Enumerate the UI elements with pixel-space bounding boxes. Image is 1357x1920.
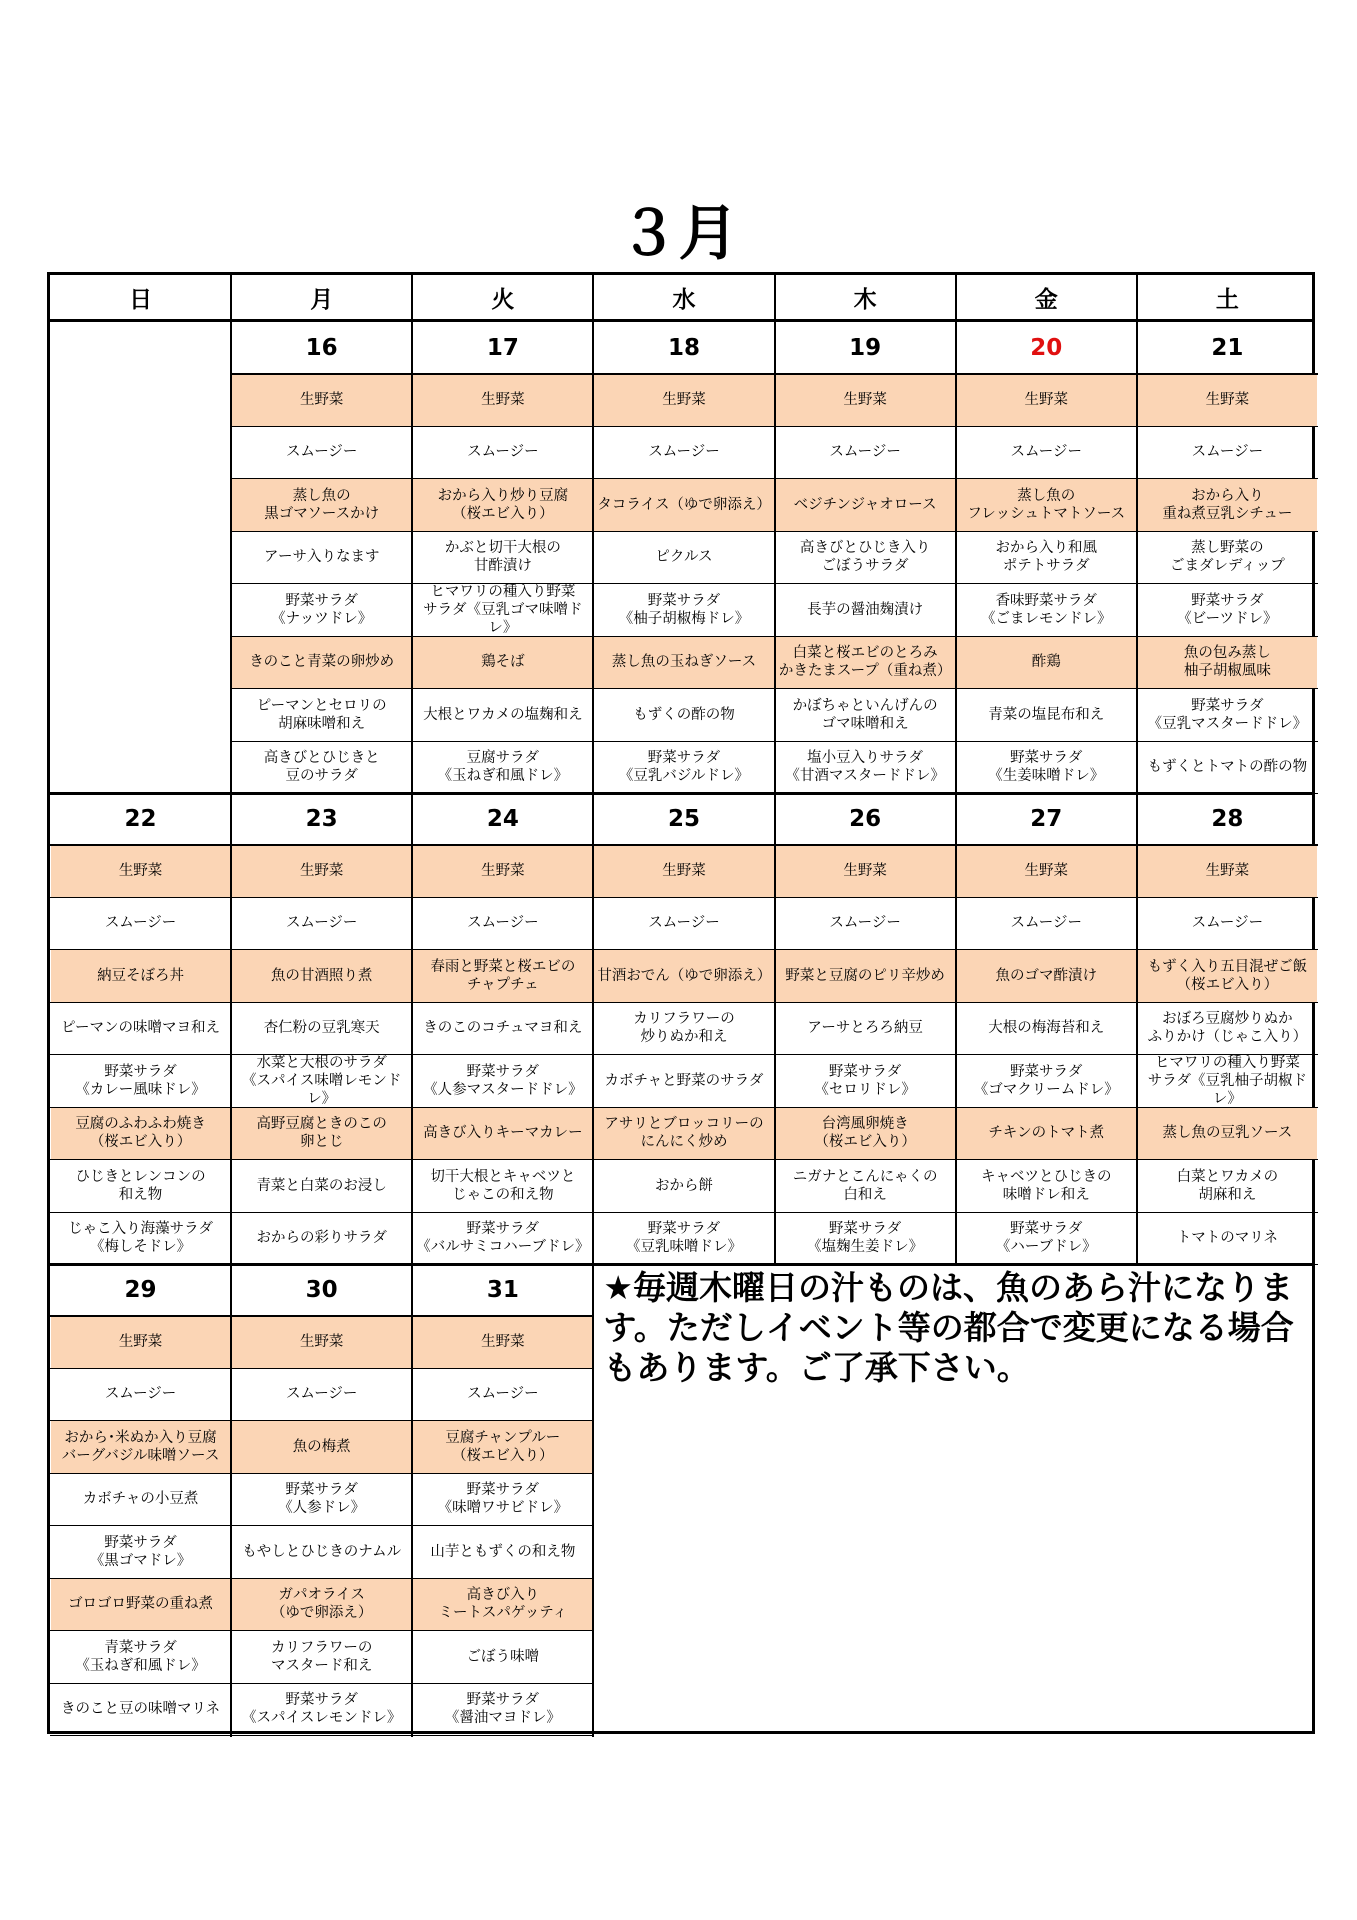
menu-item: 高きび入り ミートスパゲッティ <box>413 1579 592 1631</box>
menu-item: スムージー <box>104 915 177 932</box>
menu-item: 野菜サラダ 《ゴマクリームドレ》 <box>973 1063 1119 1098</box>
menu-item: アサリとブロッコリーの にんにく炒め <box>594 1108 773 1160</box>
menu-item: 野菜サラダ 《醤油マヨドレ》 <box>444 1692 561 1727</box>
menu-item: 甘酒おでん（ゆで卵添え） <box>594 950 773 1002</box>
grid-line <box>592 275 594 1737</box>
grid-line <box>50 1212 1318 1213</box>
menu-item: 野菜サラダ 《ナッツドレ》 <box>271 592 373 627</box>
menu-item: ヒマワリの種入り野菜 サラダ《豆乳ゴマ味噌ドレ》 <box>423 584 583 636</box>
menu-item: 白菜と桜エビのとろみ かきたまスープ（重ね煮） <box>776 637 955 689</box>
day-number: 24 <box>486 805 519 832</box>
grid-line <box>50 1368 593 1369</box>
menu-item: キャベツとひじきの 味噌ドレ和え <box>981 1168 1112 1203</box>
menu-item: 台湾風卵焼き （桜エビ入り） <box>776 1108 955 1160</box>
menu-item: スムージー <box>1191 444 1264 461</box>
day-number: 30 <box>305 1276 338 1303</box>
menu-item: 青菜と白菜のお浸し <box>256 1177 387 1194</box>
menu-item: 酢鶏 <box>957 637 1136 689</box>
menu-item: 野菜サラダ 《塩麹生姜ドレ》 <box>807 1221 924 1256</box>
grid-line <box>50 897 1318 898</box>
menu-item: 塩小豆入りサラダ 《甘酒マスタードドレ》 <box>785 750 945 785</box>
menu-item: 生野菜 <box>776 845 955 897</box>
menu-item: 切干大根とキャベツと じゃこの和え物 <box>430 1168 576 1203</box>
menu-item: スムージー <box>285 1386 358 1403</box>
menu-item: ニガナとこんにゃくの 白和え <box>792 1168 938 1203</box>
menu-item: おから入り和風 ポテトサラダ <box>995 540 1097 575</box>
menu-item: 魚の梅煮 <box>232 1421 411 1473</box>
menu-item: 青菜の塩昆布和え <box>988 706 1105 723</box>
menu-item: 水菜と大根のサラダ 《スパイス味噌レモンドレ》 <box>242 1055 402 1107</box>
day-number: 19 <box>849 334 882 361</box>
menu-item: スムージー <box>467 1386 539 1403</box>
menu-item: かぶと切干大根の 甘酢漬け <box>444 540 561 575</box>
weekday-header: 木 <box>853 286 877 313</box>
menu-item: 高きびとひじきと 豆のサラダ <box>263 750 380 785</box>
menu-item: チキンのトマト煮 <box>957 1108 1136 1160</box>
menu-item: スムージー <box>285 915 358 932</box>
day-number: 28 <box>1211 805 1244 832</box>
menu-item: おから入り炒り豆腐 （桜エビ入り） <box>413 479 592 531</box>
menu-item: 野菜サラダ 《生姜味噌ドレ》 <box>988 750 1105 785</box>
menu-item: タコライス（ゆで卵添え） <box>594 479 773 531</box>
grid-line <box>50 1578 593 1579</box>
day-number: 23 <box>305 805 338 832</box>
menu-item: アーサ入りなます <box>263 549 380 566</box>
menu-item: おからの彩りサラダ <box>256 1230 387 1247</box>
menu-item: ピーマンの味噌マヨ和え <box>61 1020 221 1037</box>
menu-item: 生野菜 <box>594 374 773 426</box>
menu-item: 生野菜 <box>51 1316 230 1368</box>
menu-item: もずく入り五目混ぜご飯 （桜エビ入り） <box>1138 950 1317 1002</box>
day-number: 26 <box>849 805 882 832</box>
grid-line <box>50 1735 593 1736</box>
menu-item: ヒマワリの種入り野菜 サラダ《豆乳柚子胡椒ドレ》 <box>1147 1055 1308 1107</box>
day-number: 29 <box>124 1276 157 1303</box>
menu-item: 野菜サラダ 《柚子胡椒梅ドレ》 <box>618 592 750 627</box>
day-number: 17 <box>486 334 519 361</box>
menu-item: 蒸し魚の フレッシュトマトソース <box>957 479 1136 531</box>
day-number: 20 <box>1030 334 1063 361</box>
menu-item: 野菜サラダ 《豆乳マスタードドレ》 <box>1147 697 1308 732</box>
menu-item: スムージー <box>467 444 539 461</box>
menu-item: 白菜とワカメの 胡麻和え <box>1176 1168 1279 1203</box>
menu-item: 野菜サラダ 《カレー風味ドレ》 <box>75 1063 206 1098</box>
menu-item: 豆腐のふわふわ焼き （桜エビ入り） <box>51 1108 230 1160</box>
menu-item: 高きび入りキーマカレー <box>413 1108 592 1160</box>
day-number: 25 <box>667 805 700 832</box>
menu-item: トマトのマリネ <box>1176 1230 1278 1247</box>
menu-item: 納豆そぼろ丼 <box>51 950 230 1002</box>
menu-item: スムージー <box>648 444 720 461</box>
grid-line <box>50 1420 593 1421</box>
menu-item: スムージー <box>1191 915 1264 932</box>
weekday-header: 日 <box>129 286 153 313</box>
menu-item: カボチャの小豆煮 <box>82 1491 199 1508</box>
menu-item: ピクルス <box>655 549 713 566</box>
menu-item: スムージー <box>829 915 901 932</box>
menu-item: カリフラワーの マスタード和え <box>270 1639 373 1674</box>
grid-line <box>1136 275 1138 1264</box>
menu-item: 高野豆腐ときのこの 卵とじ <box>232 1108 411 1160</box>
menu-item: 生野菜 <box>413 845 592 897</box>
menu-item: 杏仁粉の豆乳寒天 <box>263 1020 380 1037</box>
menu-item: きのこと青菜の卵炒め <box>232 637 411 689</box>
menu-item: 生野菜 <box>413 1316 592 1368</box>
menu-item: おから入り 重ね煮豆乳シチュー <box>1138 479 1317 531</box>
menu-item: 生野菜 <box>51 845 230 897</box>
menu-item: 高きびとひじき入り ごぼうサラダ <box>799 540 931 575</box>
day-number: 27 <box>1030 805 1063 832</box>
menu-item: 魚の包み蒸し 柚子胡椒風味 <box>1138 637 1317 689</box>
menu-item: 生野菜 <box>776 374 955 426</box>
grid-line <box>50 1630 593 1631</box>
day-number: 16 <box>305 334 338 361</box>
menu-item: 野菜サラダ 《豆乳味噌ドレ》 <box>625 1221 742 1256</box>
day-number: 21 <box>1211 334 1244 361</box>
weekday-header: 水 <box>672 286 696 313</box>
menu-item: 長芋の醤油麹漬け <box>807 601 924 618</box>
menu-item: 生野菜 <box>232 1316 411 1368</box>
menu-item: 生野菜 <box>594 845 773 897</box>
menu-item: 野菜サラダ 《味噌ワサビドレ》 <box>437 1482 569 1517</box>
menu-item: 蒸し野菜の ごまダレディップ <box>1169 540 1285 575</box>
menu-item: 蒸し魚の 黒ゴマソースかけ <box>232 479 411 531</box>
menu-item: 野菜サラダ 《スパイスレモンドレ》 <box>242 1692 402 1727</box>
menu-item: おから餅 <box>654 1177 713 1194</box>
weekday-header: 金 <box>1034 286 1058 313</box>
menu-item: きのこのコチュマヨ和え <box>423 1020 583 1037</box>
weekday-header: 月 <box>310 286 334 313</box>
menu-item: スムージー <box>467 915 539 932</box>
menu-item: ごぼう味噌 <box>466 1648 540 1665</box>
grid-line <box>50 1525 593 1526</box>
grid-line <box>50 1107 1318 1108</box>
menu-item: 春雨と野菜と桜エビの チャプチェ <box>413 950 592 1002</box>
menu-item: かぼちゃといんげんの ゴマ味噌和え <box>792 697 938 732</box>
menu-item: もずくとトマトの酢の物 <box>1147 759 1308 776</box>
menu-item: スムージー <box>829 444 901 461</box>
menu-item: ピーマンとセロリの 胡麻味噌和え <box>256 697 387 732</box>
menu-item: スムージー <box>1010 915 1082 932</box>
menu-item: 山芋ともずくの和え物 <box>430 1543 576 1560</box>
menu-calendar <box>47 272 1315 1734</box>
menu-item: 生野菜 <box>1138 845 1317 897</box>
menu-item: ガパオライス （ゆで卵添え） <box>232 1579 411 1631</box>
menu-item: 大根の梅海苔和え <box>988 1020 1105 1037</box>
menu-item: スムージー <box>285 444 358 461</box>
menu-item: 蒸し魚の玉ねぎソース <box>594 637 773 689</box>
grid-line <box>50 1315 593 1317</box>
day-number: 22 <box>124 805 157 832</box>
menu-item: 生野菜 <box>1138 374 1317 426</box>
menu-item: アーサとろろ納豆 <box>807 1020 923 1037</box>
menu-item: もやしとひじきのナムル <box>242 1543 402 1560</box>
menu-item: おから･米ぬか入り豆腐 バーグバジル味噌ソース <box>51 1421 230 1473</box>
menu-item: 野菜サラダ 《ビーツドレ》 <box>1177 592 1278 627</box>
menu-item: スムージー <box>648 915 720 932</box>
menu-item: カリフラワーの 炒りぬか和え <box>633 1011 735 1046</box>
menu-item: 野菜サラダ 《黒ゴマドレ》 <box>89 1534 192 1569</box>
grid-line <box>50 1159 1318 1160</box>
grid-line <box>50 1054 1318 1055</box>
weekday-header: 火 <box>491 286 515 313</box>
menu-item: 青菜サラダ 《玉ねぎ和風ドレ》 <box>75 1639 206 1674</box>
menu-item: 生野菜 <box>957 845 1136 897</box>
menu-item: 生野菜 <box>957 374 1136 426</box>
menu-item: 野菜サラダ 《人参ドレ》 <box>278 1482 366 1517</box>
menu-item: カボチャと野菜のサラダ <box>604 1072 764 1089</box>
day-number: 18 <box>667 334 700 361</box>
menu-item: 野菜と豆腐のピリ辛炒め <box>776 950 955 1002</box>
menu-item: 豆腐チャンプルー （桜エビ入り） <box>413 1421 592 1473</box>
menu-item: おぼろ豆腐炒りぬか ふりかけ（じゃこ入り） <box>1147 1011 1308 1046</box>
grid-line <box>411 275 413 1737</box>
notice-text: ★毎週木曜日の汁ものは、魚のあら汁になります。ただしイベント等の都合で変更になる場合もあります。ご了承下さい。 <box>603 1268 1294 1387</box>
menu-item: ベジチンジャオロース <box>776 479 955 531</box>
grid-line <box>50 792 1312 795</box>
menu-item: スムージー <box>104 1386 177 1403</box>
menu-item: 生野菜 <box>232 845 411 897</box>
menu-item: 魚の甘酒照り煮 <box>232 950 411 1002</box>
grid-line <box>50 1683 593 1684</box>
menu-item: 野菜サラダ 《バルサミコハーブドレ》 <box>416 1221 590 1256</box>
menu-item: 蒸し魚の豆乳ソース <box>1138 1108 1317 1160</box>
menu-item: 生野菜 <box>232 374 411 426</box>
grid-line <box>50 844 1318 846</box>
grid-line <box>230 275 232 1737</box>
menu-item: きのこと豆の味噌マリネ <box>60 1701 221 1718</box>
grid-line <box>50 949 1318 950</box>
menu-item: じゃこ入り海藻サラダ 《梅しそドレ》 <box>68 1221 213 1256</box>
menu-item: 生野菜 <box>413 374 592 426</box>
weekday-header: 土 <box>1215 286 1239 313</box>
grid-line <box>774 275 776 1264</box>
menu-item: 香味野菜サラダ 《ごまレモンドレ》 <box>981 592 1112 627</box>
menu-item: ゴロゴロ野菜の重ね煮 <box>51 1579 230 1631</box>
grid-line <box>50 1002 1318 1003</box>
grid-line <box>50 1473 593 1474</box>
menu-item: 野菜サラダ 《セロリドレ》 <box>814 1063 916 1098</box>
page-title: ３月 <box>618 199 739 269</box>
menu-item: ひじきとレンコンの 和え物 <box>75 1168 206 1203</box>
menu-item: 野菜サラダ 《人参マスタードドレ》 <box>423 1063 583 1098</box>
menu-item: スムージー <box>1010 444 1082 461</box>
day-number: 31 <box>486 1276 519 1303</box>
menu-item: 鶏そば <box>413 637 592 689</box>
menu-item: もずくの酢の物 <box>633 706 735 723</box>
menu-item: 魚のゴマ酢漬け <box>957 950 1136 1002</box>
menu-item: 豆腐サラダ 《玉ねぎ和風ドレ》 <box>437 750 569 785</box>
grid-line <box>955 275 957 1264</box>
menu-item: 野菜サラダ 《豆乳バジルドレ》 <box>618 750 750 785</box>
menu-item: 野菜サラダ 《ハーブドレ》 <box>995 1221 1097 1256</box>
menu-item: 大根とワカメの塩麹和え <box>423 706 583 723</box>
